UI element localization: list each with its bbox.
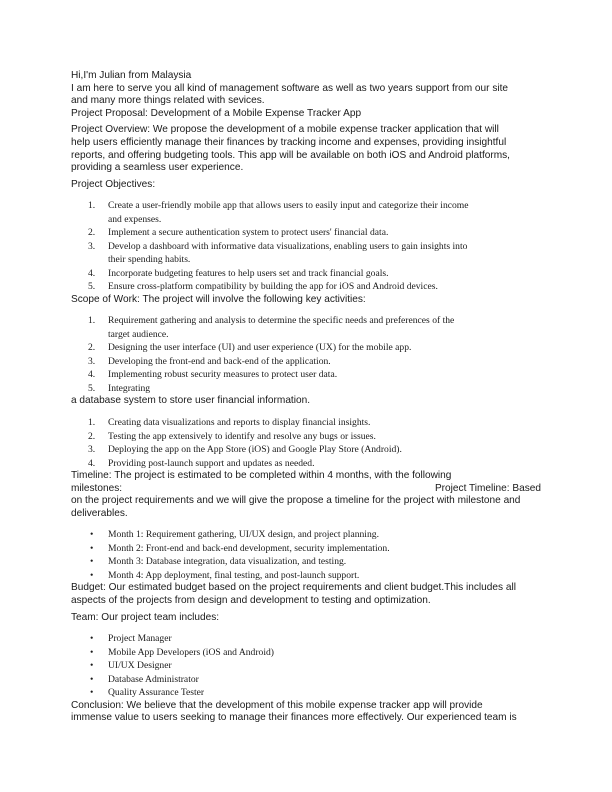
timeline-line-1: Timeline: The project is estimated to be completed within 4 months, with the following [71,470,452,482]
overview-line: reports, and offering budgeting tools. This app will be available on both iOS and Android platforms, [71,149,510,161]
budget-line: Budget: Our estimated budget based on the project requirements and client budget.This includes all [71,582,516,594]
conclusion-paragraph [71,700,541,725]
list-item [71,632,541,646]
overview-paragraph [71,124,541,174]
bullet-icon: • [90,673,94,685]
list-item [71,355,541,369]
list-item [71,267,541,281]
list-text: Testing the app extensively to identify and resolve any bugs or issues. [108,430,376,442]
list-item [71,226,541,240]
list-text: Quality Assurance Tester [108,687,205,699]
list-text: Implement a secure authentication system to protect users' financial data. [108,227,389,239]
list-number: 5. [88,281,96,293]
list-number: 4. [88,267,96,279]
bullet-icon: • [90,556,94,568]
bullet-icon: • [90,687,94,699]
timeline-milestones-list [71,528,541,582]
list-text: target audience. [108,328,169,340]
list-text: Implementing robust security measures to protect user data. [108,369,338,381]
list-item [71,280,541,294]
team-heading: Team: Our project team includes: [71,611,220,623]
proposal-title: Project Proposal: Development of a Mobile Expense Tracker App [71,107,362,119]
list-text: Month 4: App deployment, final testing, and post-launch support. [108,569,360,581]
list-text: Integrating [108,382,151,394]
team-list [71,632,541,700]
intro-block [71,70,541,120]
bullet-icon: • [90,529,94,541]
scope-list-continued [71,416,541,470]
list-text: and expenses. [108,213,162,225]
timeline-line-3: on the project requirements and we will give the propose a timeline for the project with milestone and [71,495,521,507]
list-item [71,457,541,471]
intro-line-2: and many more things related with sevices. [71,95,265,107]
timeline-milestones-label: milestones: [71,482,123,494]
bullet-icon: • [90,646,94,658]
list-item [71,240,541,267]
list-item [71,569,541,583]
list-text: Create a user-friendly mobile app that allows users to easily input and categorize their income [108,200,469,212]
list-text: UI/UX Designer [108,660,172,672]
objectives-list [71,199,541,294]
list-item [71,341,541,355]
list-number: 1. [88,315,96,327]
list-number: 1. [88,417,96,429]
document-body [71,70,541,725]
list-number: 5. [88,382,96,394]
list-number: 3. [88,444,96,456]
overview-line: providing a seamless user experience. [71,162,244,174]
overview-line: Project Overview: We propose the development of a mobile expense tracker application that will [71,124,499,136]
list-item [71,443,541,457]
list-number: 2. [88,342,96,354]
list-text: Month 3: Database integration, data visualization, and testing. [108,556,347,568]
conclusion-line: Conclusion: We believe that the development of this mobile expense tracker app will provide [71,699,483,711]
bullet-icon: • [90,569,94,581]
timeline-line-2 [71,483,541,496]
list-item [71,646,541,660]
list-text: Month 2: Front-end and back-end development, security implementation. [108,542,390,554]
list-item [71,673,541,687]
budget-line: aspects of the projects from design and development to testing and optimization. [71,595,431,606]
list-text: Developing the front-end and back-end of the application. [108,355,331,367]
list-item [71,659,541,673]
project-timeline-label: Project Timeline: Based [434,482,541,494]
list-text: Designing the user interface (UI) and user experience (UX) for the mobile app. [108,342,412,354]
list-text: Requirement gathering and analysis to determine the specific needs and preferences of the [108,315,455,327]
timeline-block [71,470,541,520]
overview-line: help users efficiently manage their finances by tracking income and expenses, providing insightful [71,136,507,148]
list-number: 4. [88,369,96,381]
list-item [71,199,541,226]
list-item [71,368,541,382]
greeting: Hi,I'm Julian from Malaysia [71,70,192,81]
list-item [71,382,541,396]
list-text: Month 1: Requirement gathering, UI/UX design, and project planning. [108,529,379,541]
list-item [71,555,541,569]
list-number: 1. [88,200,96,212]
timeline-line-4: deliverables. [71,507,128,519]
list-text: Deploying the app on the App Store (iOS) and Google Play Store (Android). [108,444,402,456]
list-number: 2. [88,227,96,239]
list-text: Creating data visualizations and reports to display financial insights. [108,417,371,429]
budget-paragraph [71,582,541,607]
list-item [71,528,541,542]
bullet-icon: • [90,660,94,672]
list-text: Develop a dashboard with informative data visualizations, enabling users to gain insights into [108,240,468,252]
list-text: Mobile App Developers (iOS and Android) [108,646,275,658]
list-text: Incorporate budgeting features to help users set and track financial goals. [108,267,389,279]
bullet-icon: • [90,633,94,645]
objectives-heading: Project Objectives: [71,178,156,190]
list-number: 2. [88,430,96,442]
conclusion-line: immense value to users seeking to manage their finances more effectively. Our experienced team is [71,712,517,724]
list-number: 3. [88,240,96,252]
list-item [71,542,541,556]
scope-heading: Scope of Work: The project will involve the following key activities: [71,293,366,305]
bullet-icon: • [90,542,94,554]
scope-continuation: a database system to store user financial information. [71,395,311,407]
list-text: Project Manager [108,633,172,645]
list-text: Providing post-launch support and updates as needed. [108,457,315,469]
list-number: 3. [88,355,96,367]
list-item [71,416,541,430]
intro-line-1: I am here to serve you all kind of management software as well as two years support from our site [71,82,509,94]
list-item [71,686,541,700]
list-text: Database Administrator [108,673,199,685]
list-text: Ensure cross-platform compatibility by building the app for iOS and Android devices. [108,281,438,293]
list-item [71,314,541,341]
list-number: 4. [88,457,96,469]
list-item [71,430,541,444]
list-text: their spending habits. [108,254,191,266]
scope-list [71,314,541,395]
